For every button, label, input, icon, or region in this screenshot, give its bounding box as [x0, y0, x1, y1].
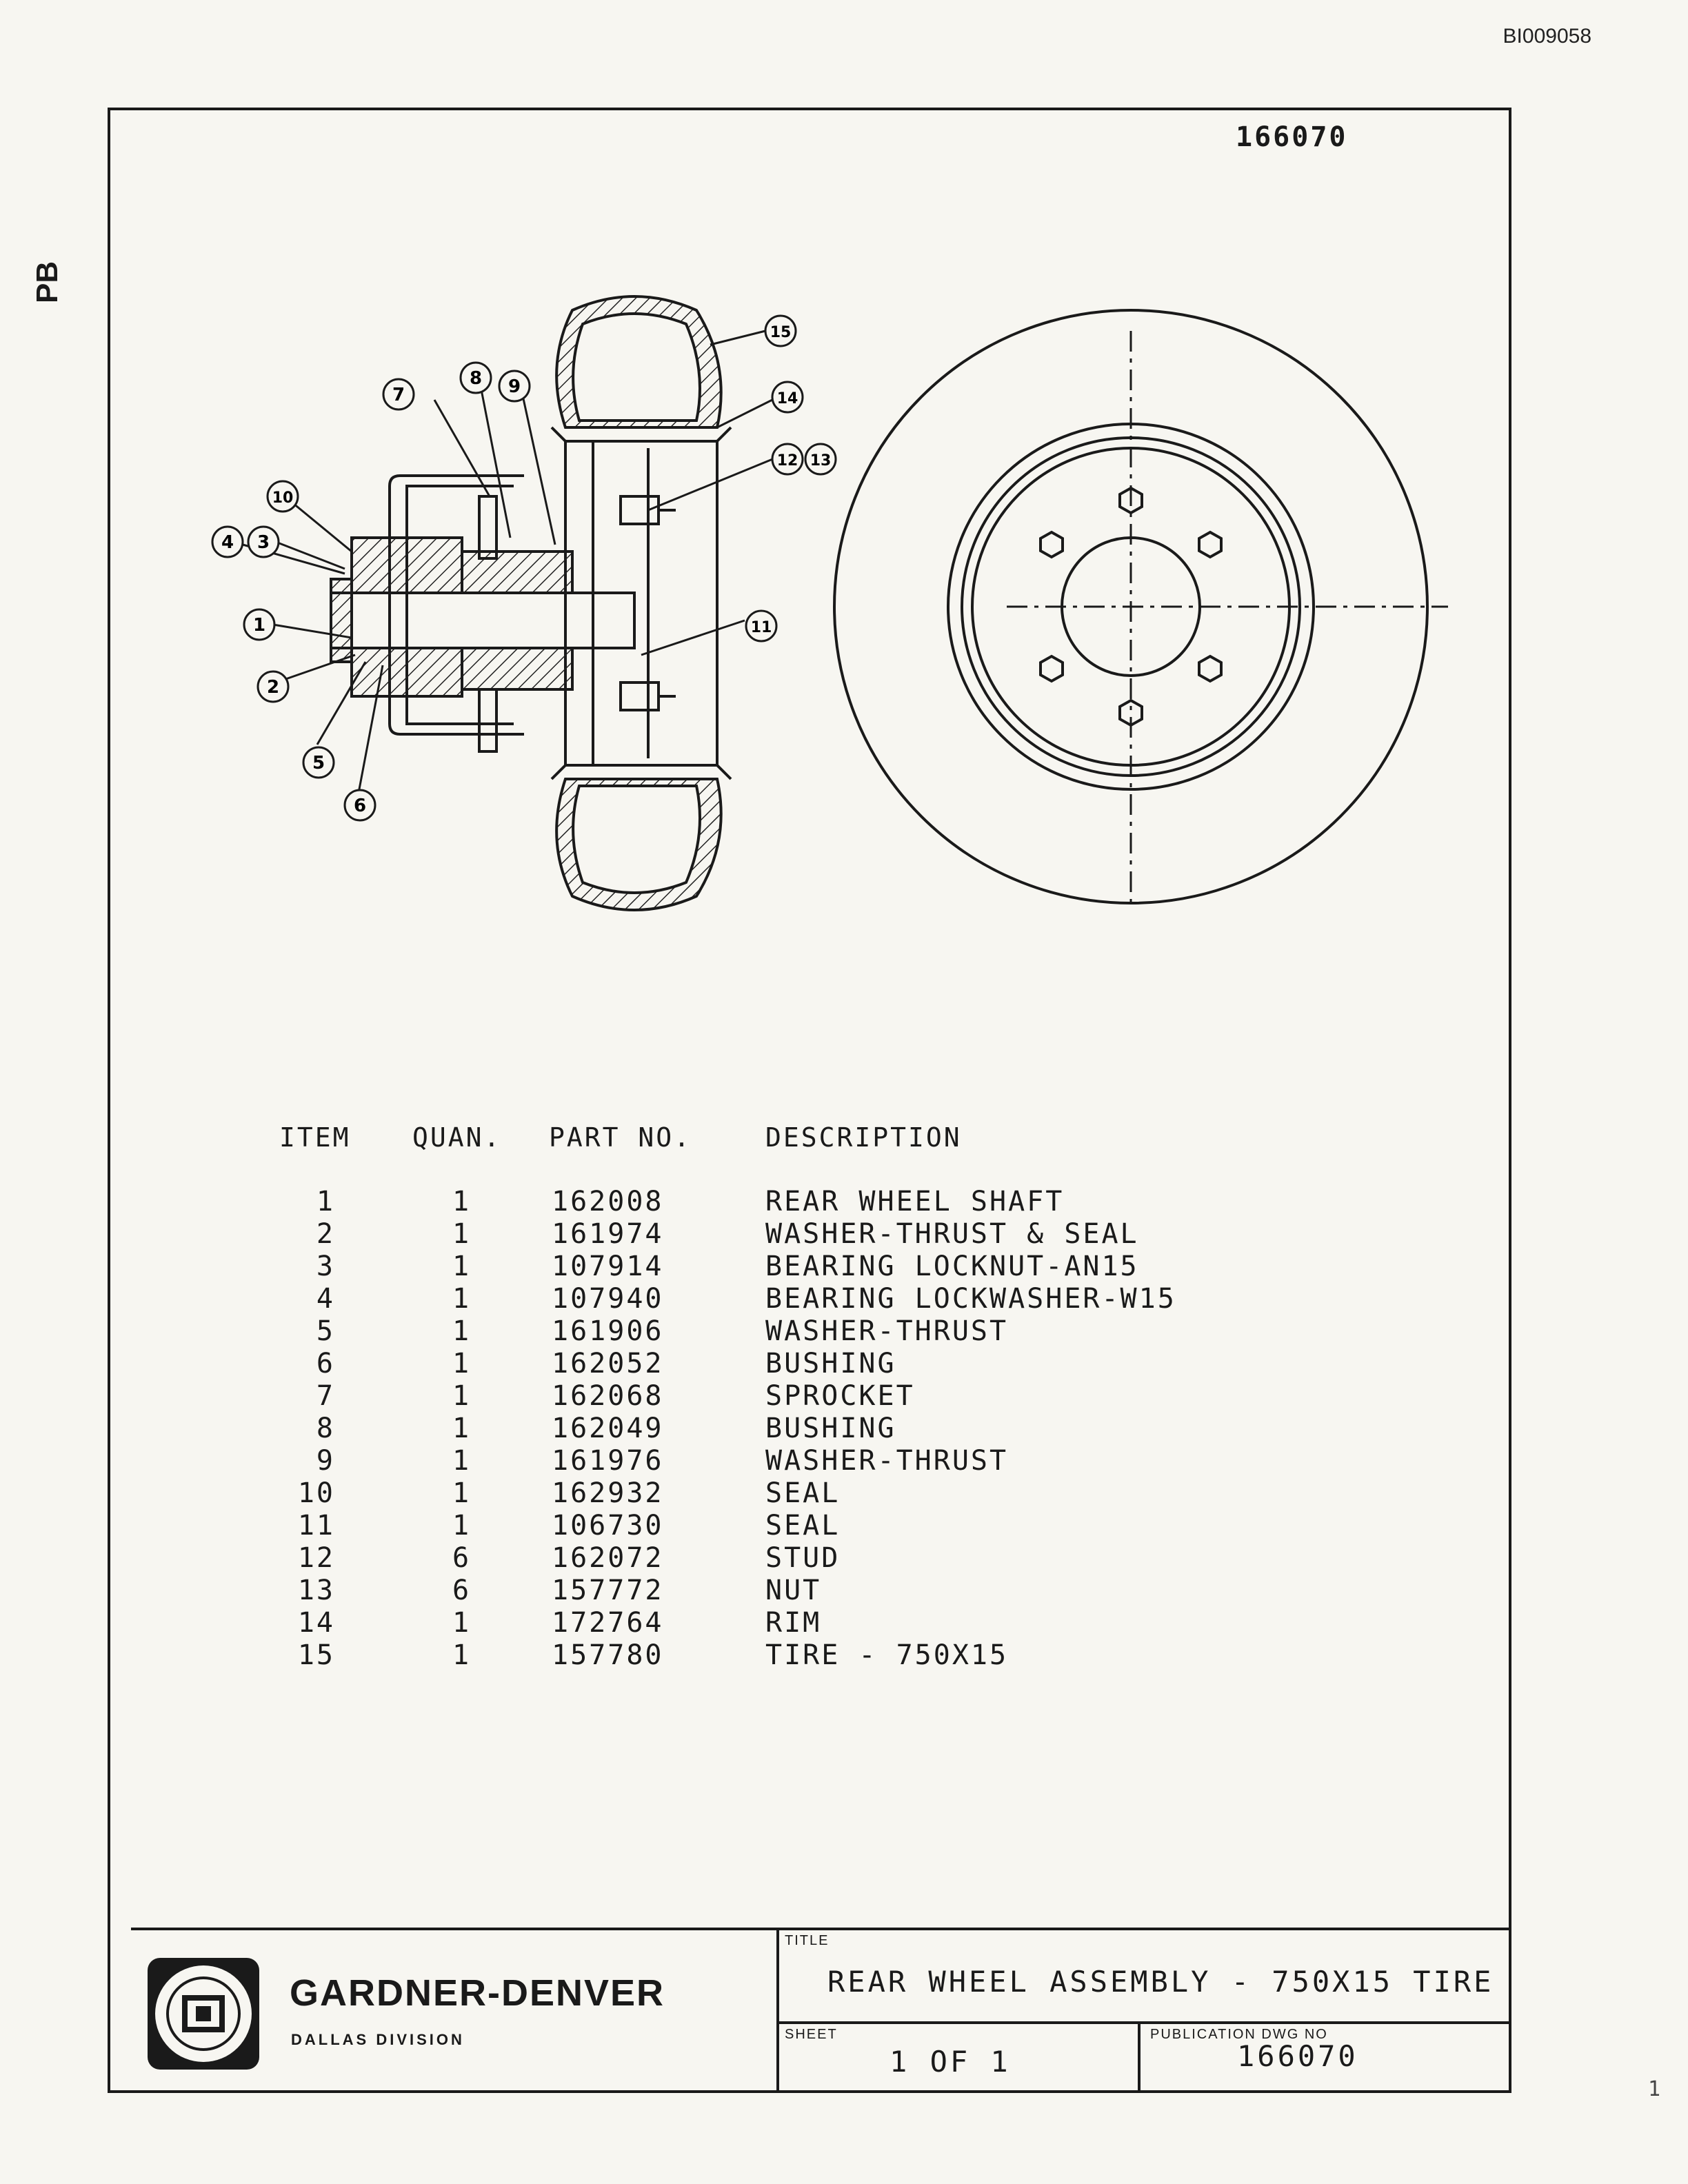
svg-text:1: 1: [252, 615, 266, 636]
col-head-description: DESCRIPTION: [765, 1122, 962, 1153]
cell-quan: 1: [452, 1445, 472, 1477]
drawing-number: 166070: [1236, 121, 1348, 153]
callout-7: [383, 379, 414, 410]
document-id: BI009058: [1503, 25, 1591, 48]
cell-item: 9: [316, 1445, 335, 1477]
cell-item: 12: [297, 1542, 335, 1574]
cell-quan: 6: [452, 1542, 472, 1574]
cell-part-no: 106730: [552, 1510, 664, 1541]
cell-item: 15: [297, 1639, 335, 1671]
callout-3: [248, 527, 279, 557]
cell-quan: 6: [452, 1575, 472, 1606]
col-head-quan: QUAN.: [412, 1122, 502, 1153]
footer-mark: 1: [1647, 2077, 1660, 2101]
cell-quan: 1: [452, 1477, 472, 1509]
title-block: [131, 1928, 1511, 2093]
callout-1: [244, 609, 274, 640]
margin-mark: PB: [30, 261, 64, 303]
company-name: GARDNER-DENVER: [290, 1972, 665, 2014]
callout-5: [303, 747, 334, 778]
cell-quan: 1: [452, 1186, 472, 1217]
cell-part-no: 162932: [552, 1477, 664, 1509]
cell-part-no: 172764: [552, 1607, 664, 1639]
cell-quan: 1: [452, 1607, 472, 1639]
cell-quan: 1: [452, 1413, 472, 1444]
cell-part-no: 162008: [552, 1186, 664, 1217]
cell-quan: 1: [452, 1315, 472, 1347]
callout-6: [345, 790, 375, 820]
cell-item: 2: [316, 1218, 335, 1250]
cell-quan: 1: [452, 1639, 472, 1671]
svg-text:3: 3: [257, 532, 270, 553]
title-cell: [779, 1930, 1511, 2024]
cell-part-no: 161974: [552, 1218, 664, 1250]
cell-description: RIM: [765, 1607, 822, 1639]
cell-description: TIRE - 750X15: [765, 1639, 1009, 1671]
cell-part-no: 157780: [552, 1639, 664, 1671]
gardner-denver-logo: [145, 1955, 262, 2072]
col-head-part-no: PART NO.: [549, 1122, 692, 1153]
cell-description: BUSHING: [765, 1413, 896, 1444]
cell-item: 13: [297, 1575, 335, 1606]
svg-text:10: 10: [272, 489, 294, 507]
svg-text:2: 2: [266, 677, 280, 698]
cell-part-no: 157772: [552, 1575, 664, 1606]
cell-item: 1: [316, 1186, 335, 1217]
division-name: DALLAS DIVISION: [291, 2031, 465, 2048]
callout-14: [772, 382, 803, 412]
callout-2: [258, 671, 288, 702]
publication-label: PUBLICATION DWG NO: [1150, 2027, 1328, 2042]
cell-quan: 1: [452, 1510, 472, 1541]
publication-number: 166070: [1237, 2039, 1358, 2073]
publication-cell: [1141, 2024, 1511, 2093]
cell-item: 5: [316, 1315, 335, 1347]
cell-quan: 1: [452, 1218, 472, 1250]
cell-quan: 1: [452, 1283, 472, 1315]
callout-11: [746, 611, 776, 641]
title-label: TITLE: [785, 1933, 830, 1948]
cell-part-no: 107914: [552, 1251, 664, 1282]
callout-15: [765, 316, 796, 346]
svg-text:11: 11: [750, 619, 772, 636]
cell-item: 6: [316, 1348, 335, 1379]
cell-quan: 1: [452, 1380, 472, 1412]
cell-part-no: 162072: [552, 1542, 664, 1574]
svg-text:6: 6: [353, 796, 367, 816]
svg-text:15: 15: [770, 324, 792, 341]
cell-description: BEARING LOCKWASHER-W15: [765, 1283, 1176, 1315]
cell-item: 10: [297, 1477, 335, 1509]
cell-part-no: 162052: [552, 1348, 664, 1379]
cell-description: WASHER-THRUST & SEAL: [765, 1218, 1139, 1250]
cell-description: SEAL: [765, 1510, 841, 1541]
svg-text:12: 12: [776, 452, 798, 469]
cell-part-no: 162049: [552, 1413, 664, 1444]
svg-text:9: 9: [508, 376, 521, 397]
cell-item: 11: [297, 1510, 335, 1541]
company-cell: [131, 1930, 779, 2093]
cell-description: BEARING LOCKNUT-AN15: [765, 1251, 1139, 1282]
callout-12: [772, 444, 803, 474]
svg-text:4: 4: [221, 532, 234, 553]
cell-part-no: 161976: [552, 1445, 664, 1477]
col-head-item: ITEM: [279, 1122, 351, 1153]
svg-text:13: 13: [810, 452, 832, 469]
sheet-value: 1 OF 1: [890, 2045, 1011, 2079]
cell-quan: 1: [452, 1348, 472, 1379]
cell-description: NUT: [765, 1575, 822, 1606]
svg-text:14: 14: [776, 390, 798, 407]
svg-text:7: 7: [392, 385, 405, 405]
sheet-cell: [779, 2024, 1141, 2093]
cell-part-no: 162068: [552, 1380, 664, 1412]
cell-description: STUD: [765, 1542, 841, 1574]
callout-13: [805, 444, 836, 474]
cell-description: WASHER-THRUST: [765, 1445, 1009, 1477]
sheet-label: SHEET: [785, 2027, 838, 2042]
cell-item: 3: [316, 1251, 335, 1282]
cell-description: REAR WHEEL SHAFT: [765, 1186, 1065, 1217]
cell-item: 14: [297, 1607, 335, 1639]
callout-8: [461, 363, 491, 393]
cell-description: SPROCKET: [765, 1380, 915, 1412]
cell-description: SEAL: [765, 1477, 841, 1509]
cell-item: 4: [316, 1283, 335, 1315]
cell-quan: 1: [452, 1251, 472, 1282]
drawing-title: REAR WHEEL ASSEMBLY - 750X15 TIRE: [827, 1965, 1494, 1999]
svg-text:5: 5: [312, 753, 325, 774]
callout-9: [499, 371, 530, 401]
end-view: [834, 310, 1448, 910]
cell-part-no: 107940: [552, 1283, 664, 1315]
cell-description: BUSHING: [765, 1348, 896, 1379]
callout-10: [268, 481, 298, 512]
cell-part-no: 161906: [552, 1315, 664, 1347]
svg-text:8: 8: [469, 368, 483, 389]
cell-item: 8: [316, 1413, 335, 1444]
cell-item: 7: [316, 1380, 335, 1412]
rear-wheel-assembly-drawing: [207, 290, 1489, 979]
callout-4: [212, 527, 243, 557]
cell-description: WASHER-THRUST: [765, 1315, 1009, 1347]
